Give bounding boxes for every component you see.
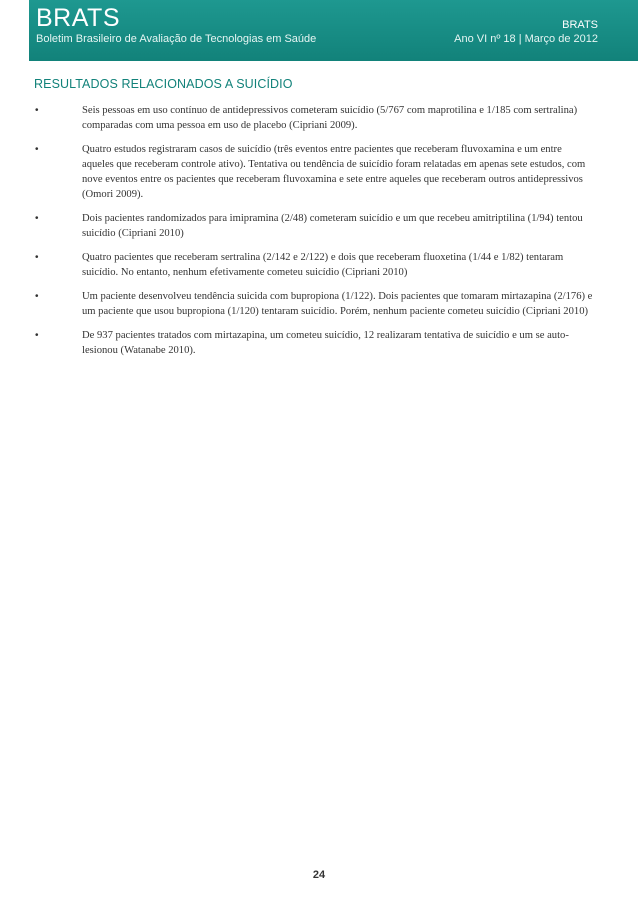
bullet-list — [34, 103, 594, 367]
issue-info: Ano VI nº 18 | Março de 2012 — [454, 33, 598, 45]
bullet-icon: • — [35, 330, 39, 341]
journal-subtitle: Boletim Brasileiro de Avaliação de Tecnologias em Saúde — [36, 33, 317, 45]
bullet-icon: • — [35, 144, 39, 155]
journal-title: BRATS — [36, 4, 120, 32]
bullet-icon: • — [35, 252, 39, 263]
list-item-text: Um paciente desenvolveu tendência suicida com bupropiona (1/122). Dois pacientes que tomaram mirtazapina (2/176) e um paciente que usou bupropiona (1/120) tentaram suicídio. Porém, nenhum paciente cometeu suicídio (Cipriani 2010) — [82, 291, 593, 317]
list-item — [34, 250, 594, 280]
list-item-text: Dois pacientes randomizados para imipramina (2/48) cometeram suicídio e um que recebeu amitriptilina (1/94) tentou suicídio (Cipriani 2010) — [82, 213, 583, 239]
page-number: 24 — [312, 869, 326, 881]
list-item-text: De 937 pacientes tratados com mirtazapina, um cometeu suicídio, 12 realizaram tentativa de suicídio e um se auto-lesionou (Watanabe 2010). — [82, 330, 569, 356]
list-item — [34, 103, 594, 133]
bullet-icon: • — [35, 105, 39, 116]
list-item — [34, 289, 594, 319]
page-header — [29, 0, 638, 61]
section-title: RESULTADOS RELACIONADOS A SUICÍDIO — [34, 77, 293, 91]
bullet-icon: • — [35, 291, 39, 302]
list-item — [34, 142, 594, 202]
list-item-text: Seis pessoas em uso contínuo de antidepressivos cometeram suicídio (5/767 com maprotilina e 1/185 com sertralina) comparadas com uma pessoa em uso de placebo (Cipriani 2009). — [82, 105, 578, 131]
list-item-text: Quatro estudos registraram casos de suicídio (três eventos entre pacientes que receberam fluvoxamina e um entre aqueles que receberam controle ativo). Tentativa ou tendência de suicídio foram relatadas em apenas sete estudos, com nove eventos entre os pacientes que receberam fluvoxamina e sete entre aqueles que receberam outros antidepressivos (Omori 2009). — [82, 144, 586, 200]
list-item-text: Quatro pacientes que receberam sertralina (2/142 e 2/122) e dois que receberam fluoxetina (1/44 e 1/82) tentaram suicídio. No entanto, nenhum efetivamente cometeu suicídio (Cipriani 2010) — [82, 252, 564, 278]
list-item — [34, 328, 594, 358]
header-right-title: BRATS — [562, 19, 598, 31]
list-item — [34, 211, 594, 241]
bullet-icon: • — [35, 213, 39, 224]
